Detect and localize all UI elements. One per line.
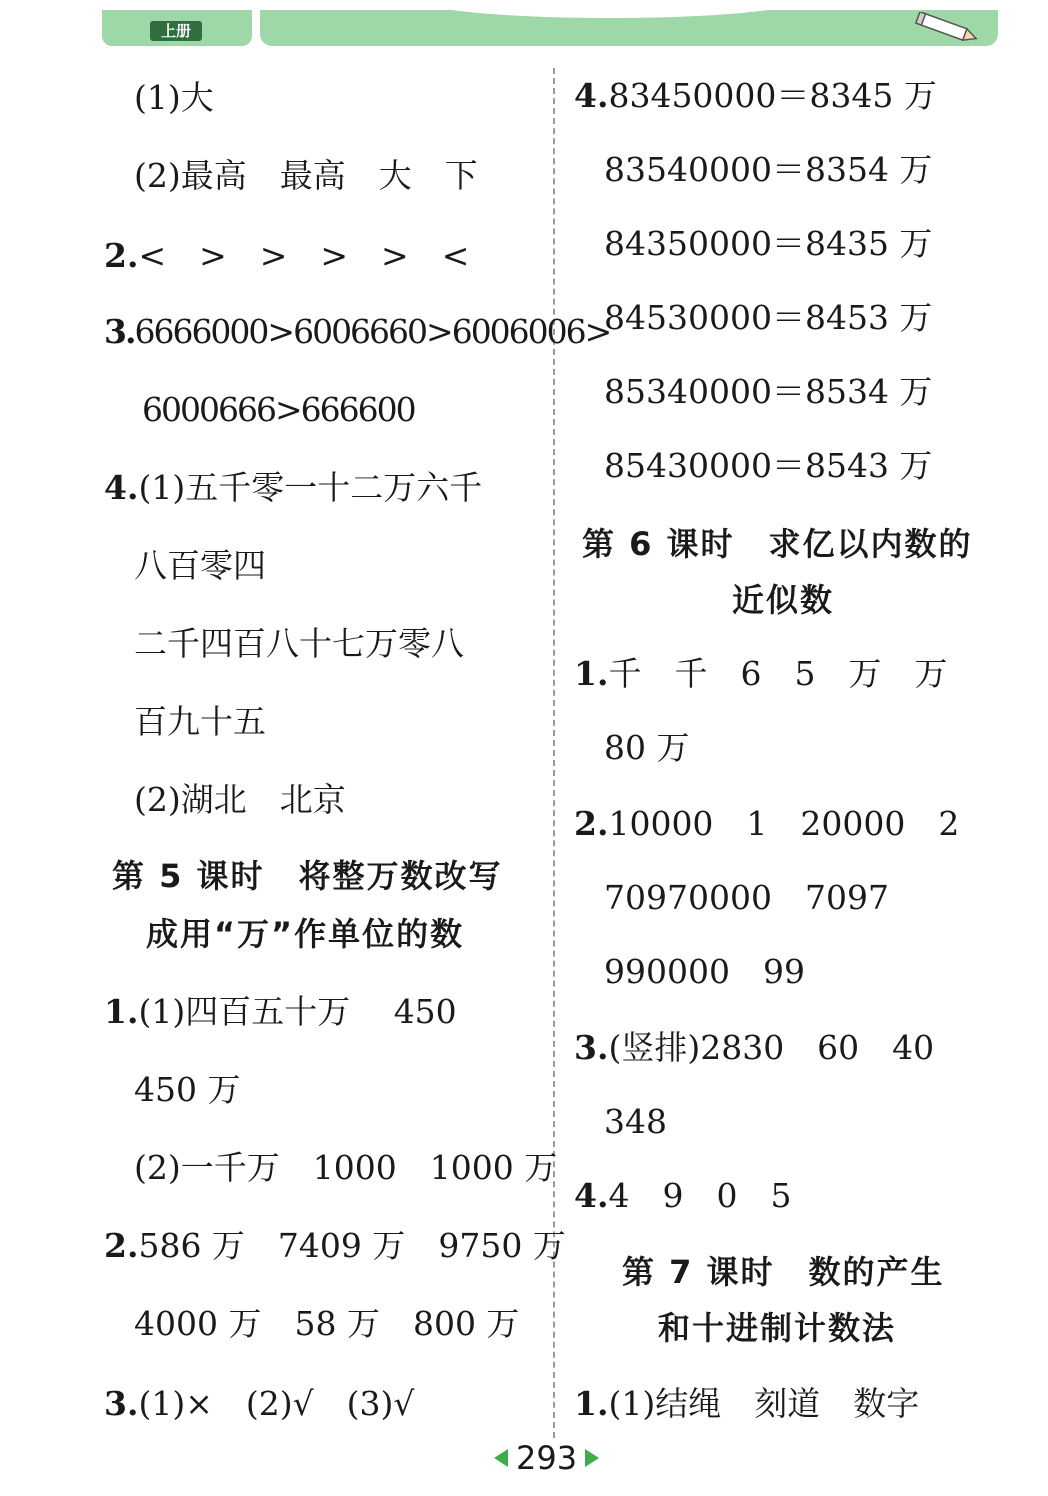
lesson-heading: 和十进制计数法 bbox=[658, 1309, 897, 1347]
item-number: 1. bbox=[104, 992, 139, 1031]
answer-text: (竖排)2830 60 40 bbox=[608, 1028, 935, 1067]
item-number: 1. bbox=[574, 1384, 609, 1423]
answer-item-4 bbox=[574, 1176, 791, 1216]
answer-line: 85340000＝8534 万 bbox=[604, 372, 933, 411]
answer-text: 10000 1 20000 2 bbox=[608, 804, 960, 843]
answer-line: 990000 99 bbox=[604, 952, 805, 991]
item-number: 3. bbox=[104, 312, 135, 351]
volume-badge: 上册 bbox=[150, 21, 202, 41]
answer-item-4 bbox=[104, 468, 482, 508]
lesson-heading: 第 5 课时 将整万数改写 bbox=[112, 857, 503, 895]
item-number: 4. bbox=[574, 76, 609, 115]
item-number: 2. bbox=[104, 236, 139, 275]
answer-line: 85430000＝8543 万 bbox=[604, 446, 933, 485]
item-number: 2. bbox=[104, 1226, 139, 1265]
answer-text: (1)四百五十万 450 bbox=[138, 992, 457, 1031]
item-number: 1. bbox=[574, 654, 609, 693]
answer-line: 348 bbox=[604, 1102, 667, 1141]
lesson-heading: 近似数 bbox=[732, 581, 835, 619]
answer-line: 450 万 bbox=[134, 1070, 241, 1109]
answer-text: 586 万 7409 万 9750 万 bbox=[138, 1226, 566, 1265]
answer-line: 83540000＝8354 万 bbox=[604, 150, 933, 189]
answer-item-1 bbox=[574, 654, 947, 694]
answer-text: < > > > > < bbox=[138, 236, 470, 275]
answer-text: 6666000>6006660>6006006> bbox=[134, 312, 611, 351]
lesson-heading: 第 7 课时 数的产生 bbox=[622, 1253, 945, 1291]
answer-text: (1)五千零一十二万六千 bbox=[138, 468, 483, 507]
answer-line: 6000666>666600 bbox=[142, 390, 415, 429]
answer-item-3 bbox=[104, 1384, 414, 1424]
previous-arrow-icon bbox=[494, 1449, 508, 1467]
answer-item-1 bbox=[574, 1384, 919, 1424]
answer-line: 84530000＝8453 万 bbox=[604, 298, 933, 337]
item-number: 2. bbox=[574, 804, 609, 843]
item-number: 3. bbox=[574, 1028, 609, 1067]
answer-item-2 bbox=[104, 1226, 566, 1266]
answer-line: (2)湖北 北京 bbox=[134, 780, 346, 819]
answer-text: 千 千 6 5 万 万 bbox=[608, 654, 948, 693]
answer-line: (1)大 bbox=[134, 78, 214, 117]
item-number: 3. bbox=[104, 1384, 139, 1423]
answer-line: 80 万 bbox=[604, 728, 690, 767]
answer-line: 二千四百八十七万零八 bbox=[134, 624, 464, 663]
answer-item-1 bbox=[104, 992, 457, 1032]
answer-text: 83450000＝8345 万 bbox=[608, 76, 937, 115]
answer-text: (1)× (2)√ (3)√ bbox=[138, 1384, 415, 1423]
answer-line: 百九十五 bbox=[134, 702, 266, 741]
next-arrow-icon bbox=[585, 1449, 599, 1467]
page-footer bbox=[494, 1438, 599, 1478]
answer-line: 4000 万 58 万 800 万 bbox=[134, 1304, 520, 1343]
answer-item-2 bbox=[574, 804, 959, 844]
answer-item-4 bbox=[574, 76, 937, 116]
answer-text: 4 9 0 5 bbox=[608, 1176, 792, 1215]
answer-line: 84350000＝8435 万 bbox=[604, 224, 933, 263]
answer-item-2 bbox=[104, 236, 469, 276]
pencil-icon bbox=[912, 12, 982, 44]
answer-text: (1)结绳 刻道 数字 bbox=[608, 1384, 920, 1423]
item-number: 4. bbox=[104, 468, 139, 507]
page-number: 293 bbox=[516, 1439, 578, 1477]
answer-line: 八百零四 bbox=[134, 546, 266, 585]
answer-line: (2)一千万 1000 1000 万 bbox=[134, 1148, 558, 1187]
answer-line: (2)最高 最高 大 下 bbox=[134, 156, 478, 195]
answer-item-3 bbox=[104, 312, 610, 352]
lesson-heading: 成用“万”作单位的数 bbox=[146, 915, 465, 953]
answer-item-3 bbox=[574, 1028, 934, 1068]
lesson-heading: 第 6 课时 求亿以内数的 bbox=[582, 525, 973, 563]
item-number: 4. bbox=[574, 1176, 609, 1215]
answer-line: 70970000 7097 bbox=[604, 878, 889, 917]
